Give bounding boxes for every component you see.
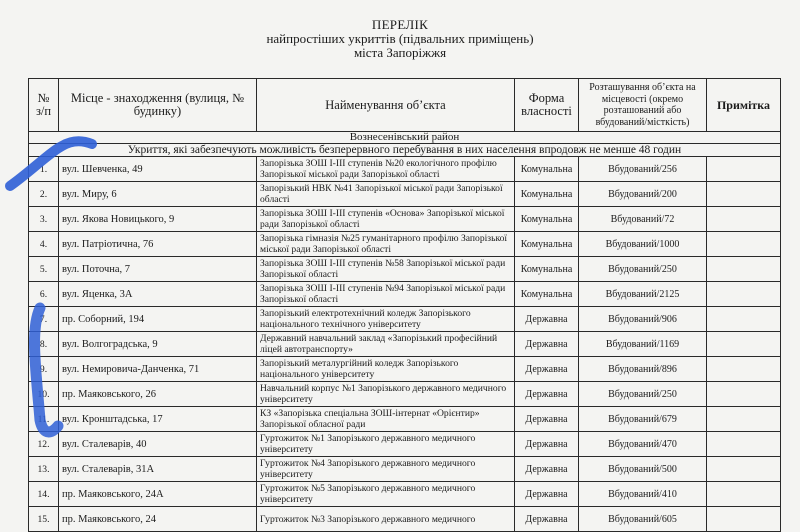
row-number: 11. [29, 407, 59, 432]
row-address: вул. Сталеварів, 40 [59, 432, 257, 457]
row-location: Вбудований/896 [579, 357, 707, 382]
row-object-name: Гуртожиток №3 Запорізького державного медичного [257, 507, 515, 532]
row-notes [707, 307, 781, 332]
row-notes [707, 332, 781, 357]
row-location: Вбудований/410 [579, 482, 707, 507]
row-notes [707, 507, 781, 532]
table-row [29, 407, 781, 432]
row-notes [707, 407, 781, 432]
row-notes [707, 482, 781, 507]
row-notes [707, 182, 781, 207]
header-ownership: Форма власності [515, 79, 579, 132]
row-location: Вбудований/2125 [579, 282, 707, 307]
table-row [29, 357, 781, 382]
row-object-name: Запорізька ЗОШ І-ІІІ ступенів №20 екологічного профілю Запорізької міської ради Запорізької області [257, 157, 515, 182]
row-location: Вбудований/470 [579, 432, 707, 457]
row-notes [707, 382, 781, 407]
row-number: 9. [29, 357, 59, 382]
header-place: Місце - знаходження (вулиця, № будинку) [59, 79, 257, 132]
row-address: вул. Сталеварів, 31А [59, 457, 257, 482]
row-object-name: Гуртожиток №1 Запорізького державного медичного університету [257, 432, 515, 457]
table-row [29, 332, 781, 357]
row-ownership: Комунальна [515, 257, 579, 282]
header-notes: Примітка [707, 79, 781, 132]
row-address: вул. Миру, 6 [59, 182, 257, 207]
table-row [29, 207, 781, 232]
row-object-name: Запорізький НВК №41 Запорізької міської ради Запорізької області [257, 182, 515, 207]
row-notes [707, 457, 781, 482]
row-ownership: Комунальна [515, 282, 579, 307]
row-address: пр. Маяковського, 24 [59, 507, 257, 532]
row-location: Вбудований/72 [579, 207, 707, 232]
table-row [29, 257, 781, 282]
row-address: вул. Патріотична, 76 [59, 232, 257, 257]
table-header-row [29, 79, 781, 132]
header-num: № з/п [29, 79, 59, 132]
row-number: 13. [29, 457, 59, 482]
row-notes [707, 232, 781, 257]
shelters-table [28, 78, 781, 532]
header-location: Розташування об’єкта на місцевості (окремо розташований або вбудований/місткість) [579, 79, 707, 132]
title-line-2: найпростіших укриттів (підвальних приміщень) [266, 31, 534, 46]
row-object-name: Навчальний корпус №1 Запорізького державного медичного університету [257, 382, 515, 407]
row-number: 15. [29, 507, 59, 532]
title-line-3: міста Запоріжжя [353, 45, 447, 60]
row-number: 2. [29, 182, 59, 207]
row-ownership: Державна [515, 457, 579, 482]
row-address: вул. Шевченка, 49 [59, 157, 257, 182]
row-ownership: Комунальна [515, 182, 579, 207]
table-row [29, 482, 781, 507]
row-ownership: Державна [515, 382, 579, 407]
row-object-name: Запорізький металургійний коледж Запорізького національного університету [257, 357, 515, 382]
region-row [29, 132, 781, 144]
row-location: Вбудований/200 [579, 182, 707, 207]
row-location: Вбудований/250 [579, 382, 707, 407]
row-object-name: Запорізька ЗОШ І-ІІІ ступенів №94 Запорізької міської ради Запорізької області [257, 282, 515, 307]
table-row [29, 507, 781, 532]
row-address: вул. Поточна, 7 [59, 257, 257, 282]
row-address: вул. Кронштадська, 17 [59, 407, 257, 432]
row-object-name: Запорізька гімназія №25 гуманітарного профілю Запорізької міської ради Запорізької області [257, 232, 515, 257]
row-notes [707, 282, 781, 307]
table-row [29, 307, 781, 332]
row-notes [707, 257, 781, 282]
row-number: 3. [29, 207, 59, 232]
row-address: вул. Якова Новицького, 9 [59, 207, 257, 232]
row-number: 14. [29, 482, 59, 507]
row-location: Вбудований/1169 [579, 332, 707, 357]
table-row [29, 457, 781, 482]
row-location: Вбудований/500 [579, 457, 707, 482]
row-object-name: Державний навчальний заклад «Запорізький професійний ліцей автотранспорту» [257, 332, 515, 357]
row-ownership: Комунальна [515, 207, 579, 232]
row-number: 1. [29, 157, 59, 182]
row-object-name: Запорізька ЗОШ І-ІІІ ступенів «Основа» Запорізької міської ради Запорізької області [257, 207, 515, 232]
row-number: 6. [29, 282, 59, 307]
row-number: 5. [29, 257, 59, 282]
row-ownership: Державна [515, 357, 579, 382]
table-row [29, 232, 781, 257]
row-number: 4. [29, 232, 59, 257]
subheading-text: Укриття, які забезпечують можливість безперервного перебування в них населення впродовж не менше 48 годин [29, 144, 781, 157]
row-ownership: Державна [515, 332, 579, 357]
row-ownership: Державна [515, 507, 579, 532]
table-row [29, 432, 781, 457]
row-address: вул. Яценка, 3А [59, 282, 257, 307]
row-ownership: Державна [515, 307, 579, 332]
row-number: 7. [29, 307, 59, 332]
row-object-name: Гуртожиток №4 Запорізького державного медичного університету [257, 457, 515, 482]
row-object-name: Запорізька ЗОШ І-ІІІ ступенів №58 Запорізької міської ради Запорізької області [257, 257, 515, 282]
row-notes [707, 357, 781, 382]
table-row [29, 157, 781, 182]
row-number: 8. [29, 332, 59, 357]
region-name: Вознесенівський район [29, 132, 781, 144]
row-ownership: Комунальна [515, 157, 579, 182]
document-title [0, 18, 800, 60]
row-address: вул. Немировича-Данченка, 71 [59, 357, 257, 382]
row-location: Вбудований/1000 [579, 232, 707, 257]
row-ownership: Державна [515, 407, 579, 432]
title-line-1: ПЕРЕЛІК [371, 17, 429, 32]
row-notes [707, 207, 781, 232]
row-object-name: Гуртожиток №5 Запорізького державного медичного університету [257, 482, 515, 507]
table-row [29, 282, 781, 307]
row-number: 12. [29, 432, 59, 457]
row-location: Вбудований/250 [579, 257, 707, 282]
row-address: пр. Соборний, 194 [59, 307, 257, 332]
row-address: пр. Маяковського, 26 [59, 382, 257, 407]
row-ownership: Комунальна [515, 232, 579, 257]
row-location: Вбудований/256 [579, 157, 707, 182]
table-row [29, 182, 781, 207]
row-notes [707, 157, 781, 182]
row-ownership: Державна [515, 482, 579, 507]
subheading-row [29, 144, 781, 157]
row-object-name: КЗ «Запорізька спеціальна ЗОШ-інтернат «Орієнтир» Запорізької обласної ради [257, 407, 515, 432]
row-object-name: Запорізький електротехнічний коледж Запорізького національного технічного університету [257, 307, 515, 332]
row-location: Вбудований/605 [579, 507, 707, 532]
row-address: вул. Волгоградська, 9 [59, 332, 257, 357]
row-notes [707, 432, 781, 457]
row-address: пр. Маяковського, 24А [59, 482, 257, 507]
table-row [29, 382, 781, 407]
row-location: Вбудований/906 [579, 307, 707, 332]
row-number: 10. [29, 382, 59, 407]
row-location: Вбудований/679 [579, 407, 707, 432]
row-ownership: Державна [515, 432, 579, 457]
header-name: Найменування об’єкта [257, 79, 515, 132]
